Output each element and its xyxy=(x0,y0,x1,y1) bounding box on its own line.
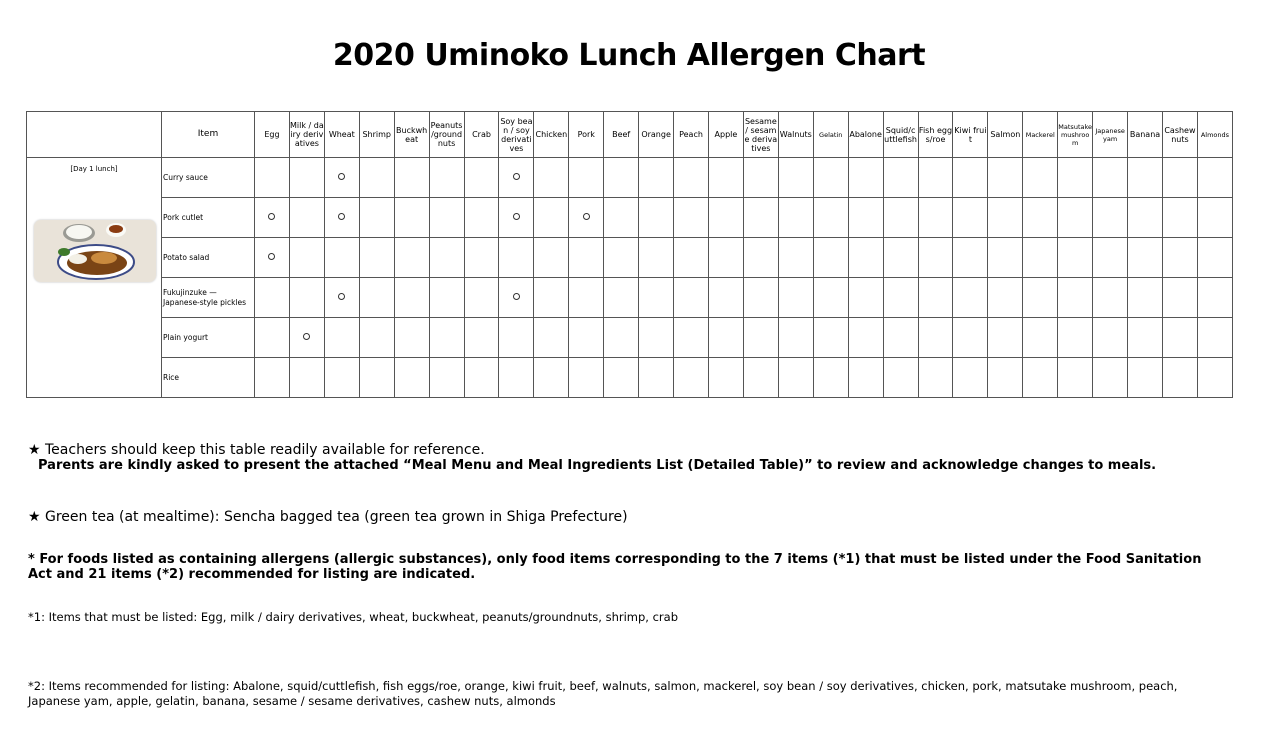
allergen-cell xyxy=(604,158,639,198)
allergen-cell xyxy=(255,238,290,278)
allergen-cell xyxy=(289,318,324,358)
allergen-cell xyxy=(534,198,569,238)
allergen-cell xyxy=(1128,238,1163,278)
allergen-column-header: Abalone xyxy=(848,112,883,158)
allergen-cell xyxy=(289,358,324,398)
day-cell xyxy=(27,158,162,398)
allergen-cell xyxy=(883,158,918,198)
allergen-cell xyxy=(778,278,813,318)
allergen-cell xyxy=(289,198,324,238)
table-row xyxy=(27,358,1233,398)
allergen-cell xyxy=(708,318,743,358)
allergen-cell xyxy=(569,198,604,238)
allergen-column-header: Buckwheat xyxy=(394,112,429,158)
allergen-cell xyxy=(1197,238,1232,278)
allergen-cell xyxy=(848,278,883,318)
green-tea-note: ★ Green tea (at mealtime): Sencha bagged tea (green tea grown in Shiga Prefecture) xyxy=(28,509,628,525)
allergen-cell xyxy=(988,158,1023,198)
allergen-cell xyxy=(848,158,883,198)
allergen-cell xyxy=(1093,358,1128,398)
allergen-cell xyxy=(429,278,464,318)
item-cell: Pork cutlet xyxy=(162,198,255,238)
allergen-cell xyxy=(848,318,883,358)
allergen-column-header: Chicken xyxy=(534,112,569,158)
allergen-cell xyxy=(639,238,674,278)
allergen-column-header: Soy bean / soy derivatives xyxy=(499,112,534,158)
allergen-column-header: Japanese yam xyxy=(1093,112,1128,158)
allergen-cell xyxy=(1162,278,1197,318)
allergen-cell xyxy=(1128,198,1163,238)
allergen-column-header: Matsutake mushroom xyxy=(1058,112,1093,158)
allergen-cell xyxy=(534,358,569,398)
allergen-cell xyxy=(534,158,569,198)
allergen-column-header: Apple xyxy=(708,112,743,158)
allergen-cell xyxy=(1023,358,1058,398)
allergen-column-header: Cashew nuts xyxy=(1162,112,1197,158)
allergen-cell xyxy=(813,278,848,318)
allergen-cell xyxy=(1023,238,1058,278)
allergen-cell xyxy=(918,238,953,278)
allergen-cell xyxy=(324,318,359,358)
allergen-cell xyxy=(1058,278,1093,318)
allergen-cell xyxy=(569,358,604,398)
allergen-cell xyxy=(1093,318,1128,358)
allergen-cell xyxy=(848,198,883,238)
allergen-cell xyxy=(883,278,918,318)
allergen-cell xyxy=(708,278,743,318)
allergen-cell xyxy=(918,278,953,318)
allergen-cell xyxy=(1058,198,1093,238)
table-row xyxy=(27,318,1233,358)
corner-header-cell xyxy=(27,112,162,158)
allergen-cell xyxy=(708,358,743,398)
allergen-cell xyxy=(708,198,743,238)
allergen-mark xyxy=(268,253,275,260)
allergen-cell xyxy=(883,238,918,278)
allergen-cell xyxy=(289,238,324,278)
allergen-cell xyxy=(1023,158,1058,198)
allergen-cell xyxy=(324,358,359,398)
allergen-cell xyxy=(988,278,1023,318)
allergen-cell xyxy=(674,358,709,398)
allergen-cell xyxy=(918,318,953,358)
allergen-cell xyxy=(1162,198,1197,238)
item-cell: Fukujinzuke — Japanese-style pickles xyxy=(162,278,255,318)
allergen-cell xyxy=(534,278,569,318)
allergen-cell xyxy=(1197,158,1232,198)
allergen-column-header: Orange xyxy=(639,112,674,158)
allergen-cell xyxy=(743,198,778,238)
allergen-cell xyxy=(778,238,813,278)
allergen-mark xyxy=(338,293,345,300)
allergen-mark xyxy=(513,173,520,180)
allergen-cell xyxy=(1093,198,1128,238)
allergen-mark xyxy=(338,173,345,180)
allergen-cell xyxy=(604,318,639,358)
allergen-cell xyxy=(953,158,988,198)
allergen-cell xyxy=(953,278,988,318)
allergen-cell xyxy=(1023,318,1058,358)
allergen-cell xyxy=(674,198,709,238)
teachers-note: ★ Teachers should keep this table readily available for reference. xyxy=(28,442,485,458)
allergen-cell xyxy=(604,198,639,238)
allergen-cell xyxy=(1058,238,1093,278)
allergen-cell xyxy=(255,158,290,198)
table-header-row xyxy=(27,112,1233,158)
table-row xyxy=(27,158,1233,198)
parents-note: Parents are kindly asked to present the attached “Meal Menu and Meal Ingredients List (Detailed Table)” to review and acknowledge changes to meals. xyxy=(38,458,1157,473)
allergen-cell xyxy=(1197,198,1232,238)
allergen-cell xyxy=(743,318,778,358)
allergen-cell xyxy=(639,278,674,318)
allergen-cell xyxy=(743,158,778,198)
allergen-cell xyxy=(1023,198,1058,238)
allergen-cell xyxy=(464,278,499,318)
allergen-cell xyxy=(289,158,324,198)
allergen-cell xyxy=(1162,158,1197,198)
allergen-cell xyxy=(359,198,394,238)
allergen-cell xyxy=(569,278,604,318)
allergen-cell xyxy=(604,278,639,318)
allergen-cell xyxy=(394,318,429,358)
allergen-cell xyxy=(813,358,848,398)
item-cell: Potato salad xyxy=(162,238,255,278)
allergen-cell xyxy=(674,318,709,358)
allergen-cell xyxy=(255,358,290,398)
meal-photo-image xyxy=(34,220,156,282)
allergen-column-header: Beef xyxy=(604,112,639,158)
allergen-cell xyxy=(848,238,883,278)
must-list-note: *1: Items that must be listed: Egg, milk / dairy derivatives, wheat, buckwheat, peanuts/groundnuts, shrimp, crab xyxy=(28,610,678,624)
allergen-cell xyxy=(1197,358,1232,398)
allergen-cell xyxy=(255,198,290,238)
allergen-cell xyxy=(534,238,569,278)
allergen-cell xyxy=(429,158,464,198)
allergen-column-header: Milk / dairy derivatives xyxy=(289,112,324,158)
allergen-cell xyxy=(569,238,604,278)
allergen-cell xyxy=(1162,238,1197,278)
allergen-cell xyxy=(464,158,499,198)
allergen-column-header: Wheat xyxy=(324,112,359,158)
allergen-cell xyxy=(429,318,464,358)
allergen-cell xyxy=(988,198,1023,238)
allergen-cell xyxy=(394,358,429,398)
allergen-cell xyxy=(918,198,953,238)
allergen-column-header: Mackerel xyxy=(1023,112,1058,158)
allergen-cell xyxy=(674,238,709,278)
allergen-cell xyxy=(1128,278,1163,318)
allergen-cell xyxy=(1162,358,1197,398)
recommended-list-note: *2: Items recommended for listing: Abalone, squid/cuttlefish, fish eggs/roe, orange, kiwi fruit, beef, walnuts, salmon, mackerel, soy bean / soy derivatives, chicken, pork, matsutake mushroom, peach, Japanese yam, apple, gelatin, banana, sesame / sesame derivatives, cashew nuts, almonds xyxy=(28,679,1178,708)
allergen-cell xyxy=(639,318,674,358)
allergen-cell xyxy=(848,358,883,398)
item-cell: Plain yogurt xyxy=(162,318,255,358)
allergen-cell xyxy=(743,358,778,398)
allergen-cell xyxy=(464,198,499,238)
allergen-cell xyxy=(604,238,639,278)
allergen-cell xyxy=(1058,358,1093,398)
table-row xyxy=(27,238,1233,278)
allergen-table xyxy=(26,111,1233,398)
allergen-cell xyxy=(988,238,1023,278)
allergen-cell xyxy=(569,318,604,358)
allergen-cell xyxy=(883,318,918,358)
allergen-cell xyxy=(324,158,359,198)
allergen-cell xyxy=(778,198,813,238)
table-row xyxy=(27,278,1233,318)
allergen-cell xyxy=(953,318,988,358)
allergen-cell xyxy=(359,278,394,318)
allergen-cell xyxy=(988,358,1023,398)
allergen-mark xyxy=(583,213,590,220)
allergen-mark xyxy=(338,213,345,220)
allergen-cell xyxy=(953,198,988,238)
allergen-cell xyxy=(429,238,464,278)
allergen-cell xyxy=(464,358,499,398)
allergen-cell xyxy=(569,158,604,198)
allergen-cell xyxy=(674,278,709,318)
allergen-column-header: Egg xyxy=(255,112,290,158)
allergen-cell xyxy=(639,358,674,398)
allergen-column-header: Peanuts /groundnuts xyxy=(429,112,464,158)
allergen-cell xyxy=(464,238,499,278)
allergen-cell xyxy=(639,198,674,238)
allergen-cell xyxy=(255,278,290,318)
allergen-cell xyxy=(429,358,464,398)
allergen-cell xyxy=(359,238,394,278)
allergen-cell xyxy=(778,158,813,198)
allergen-cell xyxy=(499,278,534,318)
allergen-mark xyxy=(268,213,275,220)
allergen-mark xyxy=(303,333,310,340)
allergen-cell xyxy=(1093,278,1128,318)
allergen-column-header: Almonds xyxy=(1197,112,1232,158)
allergen-cell xyxy=(743,238,778,278)
allergen-cell xyxy=(708,238,743,278)
allergen-cell xyxy=(953,358,988,398)
allergen-cell xyxy=(394,278,429,318)
allergen-column-header: Gelatin xyxy=(813,112,848,158)
allergen-cell xyxy=(604,358,639,398)
item-column-header: Item xyxy=(162,112,255,158)
allergen-cell xyxy=(674,158,709,198)
allergen-cell xyxy=(394,158,429,198)
allergen-column-header: Shrimp xyxy=(359,112,394,158)
allergen-mark xyxy=(513,213,520,220)
allergen-cell xyxy=(988,318,1023,358)
item-cell: Curry sauce xyxy=(162,158,255,198)
allergen-cell xyxy=(394,198,429,238)
item-cell: Rice xyxy=(162,358,255,398)
allergen-cell xyxy=(918,158,953,198)
allergen-cell xyxy=(1128,158,1163,198)
allergen-cell xyxy=(499,238,534,278)
allergen-column-header: Kiwi fruit xyxy=(953,112,988,158)
allergen-column-header: Pork xyxy=(569,112,604,158)
allergen-cell xyxy=(499,198,534,238)
allergen-cell xyxy=(1128,358,1163,398)
allergen-cell xyxy=(1128,318,1163,358)
allergen-column-header: Sesame / sesame derivatives xyxy=(743,112,778,158)
allergen-cell xyxy=(255,318,290,358)
allergen-cell xyxy=(359,158,394,198)
allergen-cell xyxy=(883,358,918,398)
allergen-cell xyxy=(464,318,499,358)
allergen-cell xyxy=(778,318,813,358)
allergen-cell xyxy=(534,318,569,358)
allergen-column-header: Fish eggs/roe xyxy=(918,112,953,158)
allergen-cell xyxy=(1093,158,1128,198)
allergen-cell xyxy=(1023,278,1058,318)
allergen-cell xyxy=(743,278,778,318)
allergen-cell xyxy=(324,198,359,238)
allergen-cell xyxy=(883,198,918,238)
allergen-cell xyxy=(813,318,848,358)
meal-photo xyxy=(34,220,156,282)
allergen-mark xyxy=(513,293,520,300)
allergen-cell xyxy=(499,358,534,398)
allergen-cell xyxy=(289,278,324,318)
allergen-cell xyxy=(499,158,534,198)
allergen-column-header: Walnuts xyxy=(778,112,813,158)
allergen-cell xyxy=(639,158,674,198)
allergen-cell xyxy=(1197,318,1232,358)
page-title: 2020 Uminoko Lunch Allergen Chart xyxy=(332,38,926,73)
allergen-cell xyxy=(1197,278,1232,318)
allergen-column-header: Squid/cuttlefish xyxy=(883,112,918,158)
allergen-cell xyxy=(1058,318,1093,358)
allergen-cell xyxy=(1162,318,1197,358)
allergen-cell xyxy=(953,238,988,278)
allergen-cell xyxy=(359,358,394,398)
allergen-cell xyxy=(324,278,359,318)
allergen-cell xyxy=(359,318,394,358)
allergen-column-header: Crab xyxy=(464,112,499,158)
allergen-cell xyxy=(499,318,534,358)
allergen-note: * For foods listed as containing allergens (allergic substances), only food items corresponding to the 7 items (*1) that must be listed under the Food Sanitation Act and 21 items (*2) recommended for listing are indicated. xyxy=(28,552,1202,582)
allergen-cell xyxy=(429,198,464,238)
allergen-cell xyxy=(1093,238,1128,278)
allergen-cell xyxy=(1058,158,1093,198)
allergen-column-header: Peach xyxy=(674,112,709,158)
allergen-cell xyxy=(394,238,429,278)
allergen-cell xyxy=(813,158,848,198)
day-label: [Day 1 lunch] xyxy=(70,165,118,173)
allergen-cell xyxy=(813,238,848,278)
table-row xyxy=(27,198,1233,238)
allergen-cell xyxy=(708,158,743,198)
allergen-column-header: Banana xyxy=(1128,112,1163,158)
allergen-cell xyxy=(918,358,953,398)
allergen-cell xyxy=(778,358,813,398)
allergen-cell xyxy=(813,198,848,238)
allergen-column-header: Salmon xyxy=(988,112,1023,158)
allergen-cell xyxy=(324,238,359,278)
